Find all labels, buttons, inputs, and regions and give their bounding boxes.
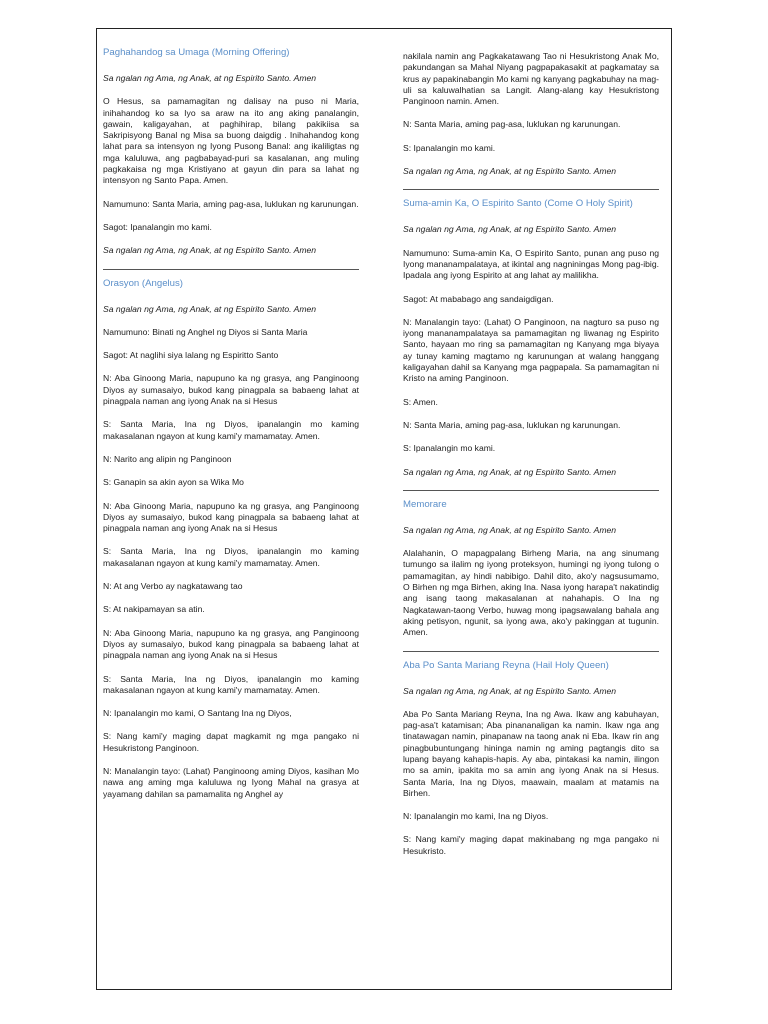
prayer-paragraph: S: At nakipamayan sa atin. [103,604,205,615]
section-heading: Memorare [403,498,447,510]
prayer-paragraph: S: Nang kami'y maging dapat magkamit ng mga pangako ni Hesukristong Panginoon. [103,731,359,753]
prayer-paragraph: N: Aba Ginoong Maria, napupuno ka ng grasya, ang Panginoong Diyos ay sumasaiyo, bukod kang pinagpala sa babaeng lahat at pinagpala naman ang iyong Anak na si Hesus [103,373,359,407]
section-divider [403,189,659,190]
prayer-paragraph: S: Amen. [403,396,438,407]
sign-of-cross-line: Sa ngalan ng Ama, ng Anak, at ng Espirito Santo. Amen [403,466,617,477]
sign-of-cross-line: Sa ngalan ng Ama, ng Anak, at ng Espirito Santo. Amen [403,166,617,177]
prayer-paragraph: S: Ganapin sa akin ayon sa Wika Mo [103,477,244,488]
document-page [96,28,672,990]
prayer-paragraph: Sagot: Ipanalangin mo kami. [103,221,212,232]
prayer-paragraph: Sagot: At naglihi siya lalang ng Espiritto Santo [103,350,279,361]
prayer-paragraph: N: Ipanalangin mo kami, Ina ng Diyos. [403,811,549,822]
prayer-paragraph: N: Aba Ginoong Maria, napupuno ka ng grasya, ang Panginoong Diyos ay sumasaiyo, bukod kang pinagpala sa babaeng lahat at pinagpala naman ang iyong Anak na si Hesus [103,627,359,661]
sign-of-cross-line: Sa ngalan ng Ama, ng Anak, at ng Espirito Santo. Amen [403,685,617,696]
prayer-paragraph: Aba Po Santa Mariang Reyna, Ina ng Awa. Ikaw ang kabuhayan, pag-asa't katamisan; Aba pinananaligan ka namin. Ikaw nga ang tinatawagan namin, pinapanaw na taong anak ni Eba. Ikaw rin ang pinagbubuntungang hininga namin ng aming pagtangis dito sa lupang bayang kahapis-hapis. Ay aba, pintakasi ka namin, ilingon mo sa amin, ipakita mo sa amin ang iyong Anak na si Hesus. Santa Maria, Ina ng Diyos, maawain, maalam at matamis na Birhen. [403,708,659,798]
left-column [103,47,359,812]
prayer-paragraph: Sagot: At mababago ang sandaigdigan. [403,293,554,304]
sign-of-cross-line: Sa ngalan ng Ama, ng Anak, at ng Espirito Santo. Amen [103,303,317,314]
prayer-paragraph: N: Narito ang alipin ng Panginoon [103,453,232,464]
section-heading: Paghahandog sa Umaga (Morning Offering) [103,47,290,58]
prayer-paragraph: S: Ipanalangin mo kami. [403,142,496,153]
prayer-paragraph: Alalahanin, O mapagpalang Birheng Maria, na ang sinumang tumungo sa ilalim ng iyong proteksyon, humingi ng iyong tulong o pamamagitan, ay hindi nabibigo. Dahil dito, ako'y nagsusumamo, O Birhen ng mga Birhen, aking Ina. Nasa iyong harapa't nakatindig ang isang taong makasalanan at nahahapis. O Ina ng Nagkatawan-taong Verbo, huwag mong ipagsawalang bahala ang aking petisyon, ngunit, sa iyong awa, ako'y pakinggan at tugunin. Amen. [403,548,659,638]
prayer-paragraph: Namumuno: Santa Maria, aming pag-asa, luklukan ng karunungan. [103,198,359,209]
section-divider [403,651,659,652]
prayer-paragraph: S: Santa Maria, Ina ng Diyos, ipanalangin mo kaming makasalanan ngayon at kung kami'y mamamatay. Amen. [103,419,359,441]
prayer-paragraph: N: Manalangin tayo: (Lahat) Panginoong aming Diyos, kasihan Mo nawa ang aming mga kaluluwa ng Iyong Mahal na grasya at yayamang dahilan sa pamamalita ng Anghel ay [103,765,359,799]
prayer-paragraph: O Hesus, sa pamamagitan ng dalisay na puso ni Maria, inihahandog ko sa Iyo sa araw na ito ang aking panalangin, gawain, kaligayahan, at paghihirap, bilang pakikiisa sa Sakripisyong Banal ng Misa sa buong daigdig . Inihahandog kong lahat para sa intensyon ng Iyong Pusong Banal: ang ikaliligtas ng mga kaluluwa, ang pagbabayad-puri sa kasalanan, ang muling pagkakaisa ng mga Kristiyano at gayun din para sa lahat ng intensyon ng Santo Papa. Amen. [103,96,359,186]
section-divider [103,269,359,270]
prayer-paragraph: N: At ang Verbo ay nagkatawang tao [103,581,243,592]
prayer-paragraph: N: Santa Maria, aming pag-asa, luklukan ng karunungan. [403,419,621,430]
section-heading: Suma-amin Ka, O Espirito Santo (Come O Holy Spirit) [403,198,633,210]
prayer-paragraph: S: Ipanalangin mo kami. [403,443,496,454]
prayer-paragraph: S: Santa Maria, Ina ng Diyos, ipanalangin mo kaming makasalanan ngayon at kung kami'y mamamatay. Amen. [103,673,359,695]
prayer-paragraph: nakilala namin ang Pagkakatawang Tao ni Hesukristong Anak Mo, pakundangan sa Mahal Niyang pagpapakasakit at pagkamatay sa krus ay papakinabangin Mo kami ng kanyang pagkabuhay na mag-uli sa kaluwalhatian sa Langit. Alang-alang kay Hesukristong Panginoon namin. Amen. [403,51,659,107]
sign-of-cross-line: Sa ngalan ng Ama, ng Anak, at ng Espirito Santo. Amen [103,73,317,83]
prayer-paragraph: N: Manalangin tayo: (Lahat) O Panginoon, na nagturo sa puso ng iyong mananampalataya sa pamamagitan ng liwanag ng Espirito Santo, hayaan mo ring sa pamamagitan ng Kanyang mga biyaya ay tunay kaming magtamo ng karunungan at walang hanggang kaligayahan dahil sa Kanyang mga pagpapala. Sa pamamagitan ni Kristo na aming Panginoon. [403,316,659,384]
prayer-paragraph: N: Aba Ginoong Maria, napupuno ka ng grasya, ang Panginoong Diyos ay sumasaiyo, bukod kang pinagpala sa babaeng lahat at pinagpala naman ang iyong Anak na si Hesus [103,500,359,534]
section-divider [403,490,659,491]
right-column [403,51,659,869]
prayer-paragraph: S: Nang kami'y maging dapat makinabang ng mga pangako ni Hesukristo. [403,834,659,856]
prayer-paragraph: N: Santa Maria, aming pag-asa, luklukan ng karunungan. [403,119,621,130]
section-heading: Orasyon (Angelus) [103,277,183,289]
sign-of-cross-line: Sa ngalan ng Ama, ng Anak, at ng Espirito Santo. Amen [403,224,617,235]
section-heading: Aba Po Santa Mariang Reyna (Hail Holy Queen) [403,659,609,671]
sign-of-cross-line: Sa ngalan ng Ama, ng Anak, at ng Espirito Santo. Amen [103,245,317,256]
prayer-paragraph: N: Ipanalangin mo kami, O Santang Ina ng Diyos, [103,708,292,719]
sign-of-cross-line: Sa ngalan ng Ama, ng Anak, at ng Espirito Santo. Amen [403,524,617,535]
prayer-paragraph: Namumuno: Binati ng Anghel ng Diyos si Santa Maria [103,326,308,337]
prayer-paragraph: S: Santa Maria, Ina ng Diyos, ipanalangin mo kaming makasalanan ngayon at kung kami'y mamamatay. Amen. [103,546,359,568]
prayer-paragraph: Namumuno: Suma-amin Ka, O Espirito Santo, punan ang puso ng Iyong mananampalataya, at ikintal ang nagniningas Mong pag-ibig. Ipadala ang iyong Espirito at ang lahat ay malilikha. [403,247,659,281]
